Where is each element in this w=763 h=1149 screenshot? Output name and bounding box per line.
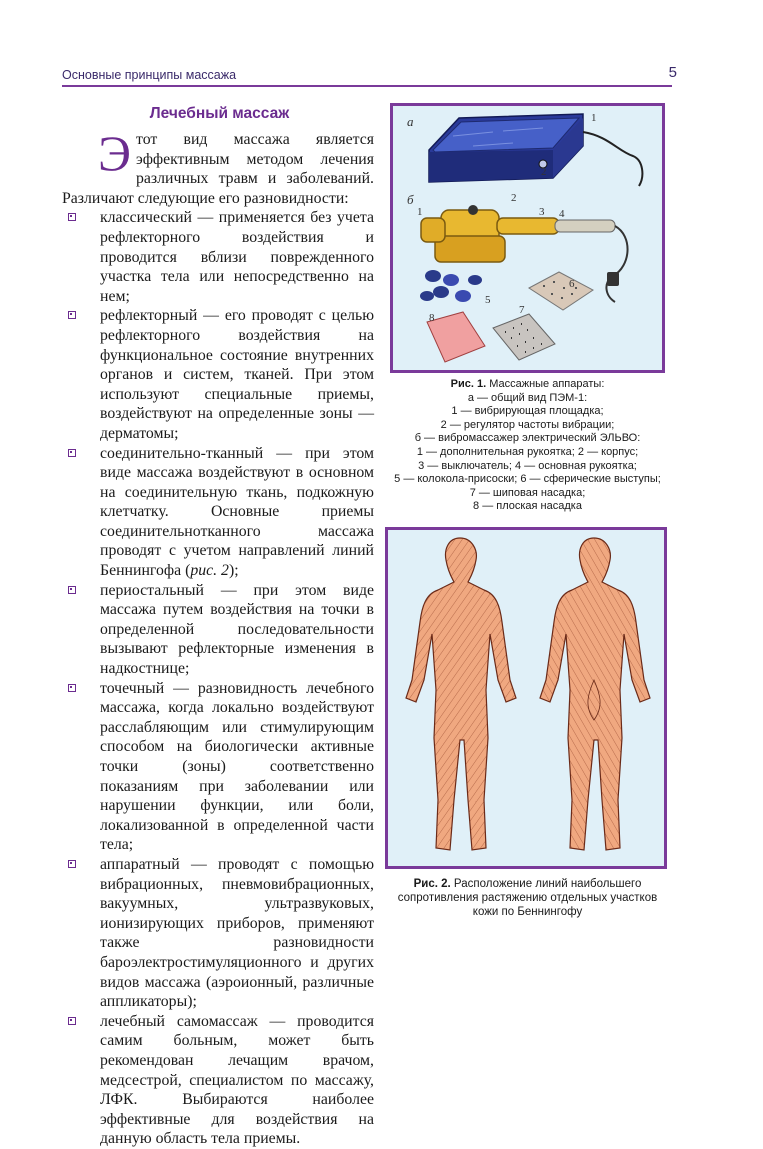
pem1-device-icon [429, 114, 642, 186]
caption-title: Массажные аппараты: [486, 378, 605, 390]
list-item [62, 855, 374, 1012]
list-item [62, 581, 374, 679]
list-item-text: рефлекторный — его проводят с целью рефлекторного воздействия на функциональное состояние внутренних органов и систем, тканей. При этом используют специальные приемы, воздействуют на определенные зоны — дерматомы; [100, 307, 374, 442]
list-item [62, 306, 374, 443]
figure-number: 2 [511, 192, 517, 204]
massage-devices-illustration [393, 106, 662, 370]
figure-1-caption [385, 378, 670, 514]
list-item-text: точечный — разновидность лечебного массажа, когда локально воздействуют расслабляющим или стимулирующим способом на биологически активные точки (зоны) соответственно показаниям при заболевании или нарушении функции, или боли, локализованной в определенной части тела; [100, 679, 374, 854]
figure-number: 5 [485, 294, 491, 306]
list-item-text: лечебный самомассаж — проводится самим больным, может быть рекомендован лечащим врачом, медсестрой, специалистом по массажу, ЛФК. Выбираются наиболее эффективные для воздействия на данную область тела приемы. [100, 1012, 374, 1148]
figure-number: 4 [559, 208, 565, 220]
front-body-figure-icon [406, 538, 516, 850]
figure-letter-a: а [407, 114, 414, 129]
flat-pad-icon [427, 312, 485, 362]
list-item-text: аппаратный — проводят с помощью вибрационных, пневмовибрационных, вакуумных, ультразвуковых, ионизирующих приборов, применяют также разновидности бароэлектростимуляционного и других видов массажа (аэроионный, различные аппликаторы); [100, 855, 374, 1011]
section-title: Лечебный массаж [149, 105, 290, 122]
back-body-figure-icon [540, 538, 650, 850]
square-bullet-icon [68, 213, 76, 221]
elvo-massager-icon [421, 205, 628, 302]
figure-reference: рис. 2 [190, 562, 229, 580]
caption-line: 1 — вибрирующая площадка; [451, 405, 604, 418]
list-item [62, 679, 374, 855]
figure-number: 6 [569, 278, 575, 290]
caption-text: Расположение линий наибольшего сопротивления растяжению отдельных участков кожи по Беннингофу [397, 878, 658, 918]
figure-number: 7 [519, 304, 525, 316]
drop-cap: Э [98, 125, 132, 181]
caption-label: Рис. 1. [450, 378, 487, 390]
list-item-text: классический — применяется без учета рефлекторного воздействия и проводится вблизи поврежденного участка тела или непосредственно на нем; [100, 209, 374, 305]
square-bullet-icon [68, 860, 76, 868]
caption-line: 5 — колокола-присоски; 6 — сферические выступы; [394, 473, 661, 486]
running-header: Основные принципы массажа [62, 68, 237, 82]
square-bullet-icon [68, 586, 76, 594]
main-text-column [62, 125, 374, 1149]
caption-line: 2 — регулятор частоты вибрации; [440, 418, 615, 431]
massage-types-list [62, 208, 374, 1149]
list-item [62, 208, 374, 306]
square-bullet-icon [68, 684, 76, 692]
figure-number: 8 [429, 312, 435, 324]
figure-number: 1 [417, 206, 423, 218]
list-item [62, 444, 374, 581]
list-item-text-end: ); [228, 562, 239, 580]
caption-line: 1 — дополнительная рукоятка; 2 — корпус; [416, 445, 639, 458]
intro-text: тот вид массажа является эффективным методом лечения различных травм и заболеваний. Различают следующие его разновидности: [62, 131, 374, 207]
caption-line: 3 — выключатель; 4 — основная рукоятка; [418, 459, 637, 472]
figure-2-caption [385, 877, 670, 919]
spherical-bumps-pad-icon [529, 272, 593, 310]
list-item-text: периостальный — при этом виде массажа путем воздействия на точки в определенной последовательности вызывают рефлекторные изменения в надкостнице; [100, 581, 374, 678]
caption-line: 7 — шиповая насадка; [469, 486, 586, 499]
caption-label: Рис. 2. [413, 878, 451, 890]
header-divider [62, 85, 672, 87]
figure-number: 1 [591, 112, 597, 124]
figure-number: 3 [539, 206, 545, 218]
list-item [62, 1012, 374, 1149]
caption-line: б — вибромассажер электрический ЭЛЬВО: [414, 432, 641, 445]
list-item-text: соединительно-тканный — при этом виде массажа воздействуют в основном на соединительную ткань, подкожную клетчатку. Основные приемы соединительнотканного массажа проводят с учетом направлений линий Беннингофа ( [100, 444, 374, 580]
spike-pad-icon [493, 314, 555, 360]
figure-1-massage-devices [390, 103, 665, 373]
square-bullet-icon [68, 449, 76, 457]
suction-cups-icon [420, 270, 482, 302]
square-bullet-icon [68, 311, 76, 319]
figure-2-benninghoff-lines [385, 527, 667, 869]
page-number: 5 [668, 64, 677, 81]
figure-number: 2 [541, 166, 547, 178]
square-bullet-icon [68, 1017, 76, 1025]
intro-paragraph [62, 125, 374, 208]
body-lines-illustration [388, 530, 664, 866]
figure-letter-b: б [407, 192, 414, 207]
caption-line: а — общий вид ПЭМ-1: [467, 391, 588, 404]
caption-line: 8 — плоская насадка [473, 500, 582, 513]
